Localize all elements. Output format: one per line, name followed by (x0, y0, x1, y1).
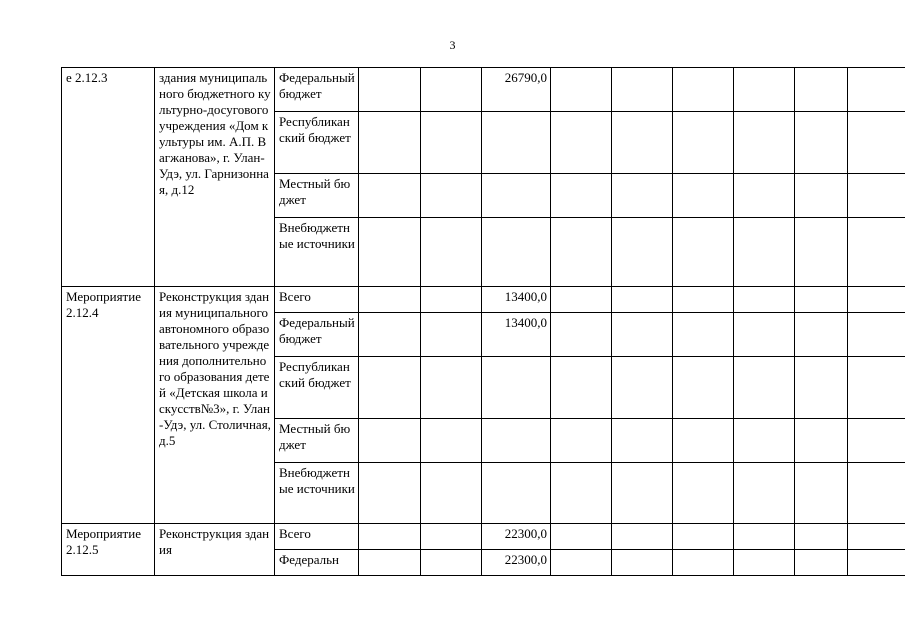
value-cell (551, 287, 612, 313)
value-cell (359, 313, 421, 357)
value-cell (421, 550, 482, 576)
value-cell (734, 112, 795, 174)
value-cell (734, 524, 795, 550)
object-cell: здания муниципального бюджетного культурно-досугового учреждения «Дом культуры им. А.П. Вагжанова», г. Улан-Удэ, ул. Гарнизонная, д.12 (155, 68, 275, 287)
value-cell (848, 524, 905, 550)
value-cell (848, 550, 905, 576)
measure-cell: Мероприятие 2.12.4 (62, 287, 155, 524)
value-cell (848, 287, 905, 313)
value-cell (848, 174, 905, 218)
value-cell (612, 550, 673, 576)
value-cell (612, 174, 673, 218)
value-cell (359, 68, 421, 112)
value-cell (612, 218, 673, 287)
value-cell (612, 112, 673, 174)
value-cell (612, 68, 673, 112)
value-cell (848, 419, 905, 463)
funding-source-cell: Федеральный бюджет (275, 68, 359, 112)
value-cell (848, 463, 905, 524)
value-cell (359, 550, 421, 576)
value-cell (795, 287, 848, 313)
value-cell (421, 287, 482, 313)
value-cell (421, 313, 482, 357)
value-cell (551, 313, 612, 357)
table-row (62, 68, 905, 112)
funding-source-cell: Всего (275, 287, 359, 313)
value-cell (421, 357, 482, 419)
value-cell: 26790,0 (482, 68, 551, 112)
value-cell (673, 419, 734, 463)
funding-source-cell: Местный бюджет (275, 174, 359, 218)
value-cell (795, 419, 848, 463)
funding-source-cell: Внебюджетные источники (275, 463, 359, 524)
value-cell: 13400,0 (482, 287, 551, 313)
value-cell (734, 550, 795, 576)
value-cell (734, 218, 795, 287)
value-cell (795, 463, 848, 524)
value-cell (612, 287, 673, 313)
value-cell (612, 524, 673, 550)
budget-table (61, 67, 905, 576)
measure-cell: Мероприятие 2.12.5 (62, 524, 155, 576)
value-cell (482, 174, 551, 218)
value-cell: 22300,0 (482, 550, 551, 576)
value-cell (734, 68, 795, 112)
value-cell (359, 287, 421, 313)
value-cell (551, 419, 612, 463)
value-cell (421, 174, 482, 218)
value-cell (421, 218, 482, 287)
value-cell (848, 357, 905, 419)
budget-table-body (62, 68, 905, 576)
value-cell (795, 313, 848, 357)
value-cell (421, 463, 482, 524)
funding-source-cell: Местный бюджет (275, 419, 359, 463)
value-cell (795, 357, 848, 419)
funding-source-cell: Внебюджетные источники (275, 218, 359, 287)
funding-source-cell: Республиканский бюджет (275, 357, 359, 419)
value-cell (795, 68, 848, 112)
value-cell (551, 550, 612, 576)
value-cell (673, 463, 734, 524)
value-cell (848, 218, 905, 287)
value-cell (551, 174, 612, 218)
value-cell (421, 524, 482, 550)
value-cell (359, 419, 421, 463)
measure-cell: е 2.12.3 (62, 68, 155, 287)
value-cell: 13400,0 (482, 313, 551, 357)
value-cell (795, 524, 848, 550)
value-cell (359, 112, 421, 174)
funding-source-cell: Всего (275, 524, 359, 550)
value-cell (612, 357, 673, 419)
value-cell (359, 357, 421, 419)
value-cell (673, 313, 734, 357)
value-cell (673, 357, 734, 419)
value-cell (673, 68, 734, 112)
value-cell (551, 218, 612, 287)
value-cell (359, 463, 421, 524)
value-cell (734, 313, 795, 357)
value-cell: 22300,0 (482, 524, 551, 550)
value-cell (482, 218, 551, 287)
value-cell (359, 524, 421, 550)
value-cell (482, 112, 551, 174)
object-cell: Реконструкция здания (155, 524, 275, 576)
value-cell (848, 313, 905, 357)
value-cell (795, 112, 848, 174)
value-cell (551, 112, 612, 174)
value-cell (734, 357, 795, 419)
value-cell (734, 174, 795, 218)
value-cell (848, 112, 905, 174)
value-cell (734, 287, 795, 313)
value-cell (421, 419, 482, 463)
value-cell (612, 463, 673, 524)
table-row (62, 524, 905, 550)
value-cell (612, 419, 673, 463)
value-cell (673, 550, 734, 576)
object-cell: Реконструкция здания муниципального автономного образовательного учреждения дополнительного образования детей «Детская школа искусств№3», г. Улан-Удэ, ул. Столичная, д.5 (155, 287, 275, 524)
value-cell (795, 174, 848, 218)
value-cell (551, 357, 612, 419)
value-cell (421, 68, 482, 112)
value-cell (848, 68, 905, 112)
value-cell (421, 112, 482, 174)
value-cell (734, 419, 795, 463)
value-cell (673, 174, 734, 218)
value-cell (359, 218, 421, 287)
funding-source-cell: Республиканский бюджет (275, 112, 359, 174)
value-cell (795, 550, 848, 576)
value-cell (551, 68, 612, 112)
value-cell (795, 218, 848, 287)
funding-source-cell: Федеральн (275, 550, 359, 576)
funding-source-cell: Федеральный бюджет (275, 313, 359, 357)
value-cell (551, 463, 612, 524)
value-cell (551, 524, 612, 550)
value-cell (734, 463, 795, 524)
page-number: 3 (449, 38, 456, 52)
value-cell (673, 524, 734, 550)
value-cell (359, 174, 421, 218)
value-cell (482, 419, 551, 463)
value-cell (673, 287, 734, 313)
value-cell (673, 112, 734, 174)
value-cell (482, 357, 551, 419)
table-row (62, 287, 905, 313)
value-cell (482, 463, 551, 524)
value-cell (673, 218, 734, 287)
value-cell (612, 313, 673, 357)
